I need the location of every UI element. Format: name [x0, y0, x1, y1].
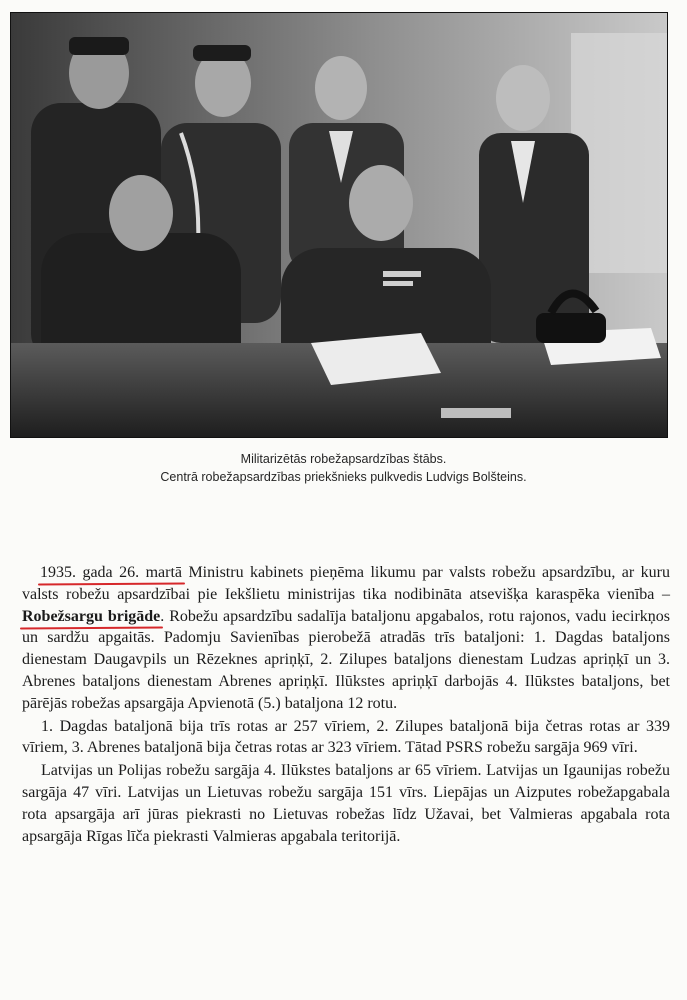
brigade-highlight: Robežsargu brigāde	[22, 607, 161, 625]
date-highlight: 1935. gada 26. martā	[40, 564, 182, 581]
caption-line-2: Centrā robežapsardzības priekšnieks pulkvedis Ludvigs Bolšteins.	[160, 470, 527, 484]
paragraph-3: Latvijas un Polijas robežu sargāja 4. Ilūkstes bataljons ar 65 vīriem. Latvijas un Igaunijas robežu sargāja 47 vīri. Latvijas un Lietuvas robežu sargāja 151 vīrs. Liepājas un Aizputes robežapgabala rota apsargāja arī jūras piekrasti no Lietuvas robežas līdz Užavai, bet Valmieras apgabala rota apsargāja Rīgas līča piekrasti Valmieras apgabala teritorijā.	[22, 762, 670, 845]
paragraph-1-part-1: Ministru kabinets pieņēma likumu par valsts robežu apsardzību, ar kuru valsts robežu apsardzībai pie Iekšlietu ministrijas tika nodibināta atsevišķa karaspēka vienība –	[22, 564, 671, 603]
body-text	[22, 562, 670, 848]
paragraph-1	[22, 562, 670, 715]
historical-photo	[10, 12, 668, 438]
photo-caption	[0, 450, 687, 486]
paragraph-1-part-2: . Robežu apsardzību sadalīja bataljonu apgabalos, rotu rajonos, vadu iecirkņos un sardžu apgaitās. Padomju Savienības pierobežā atradās trīs bataljoni: 1. Dagdas bataljons dienestam Daugavpils un Rēzeknes apriņķī, 2. Zilupes bataljons dienestam Ludzas apriņķī un 3. Abrenes bataljons dienestam Abrenes apriņķī. Ilūkstes apriņķī darbojās 4. Ilūkstes bataljons, bet pārējās robežas apsargāja Apvienotā (5.) bataljona 12 rotu.	[22, 607, 671, 712]
paragraph-2: 1. Dagdas bataljonā bija trīs rotas ar 257 vīriem, 2. Zilupes bataljonā bija četras rotas ar 339 vīriem, 3. Abrenes bataljonā bija četras rotas ar 323 vīriem. Tātad PSRS robežu sargāja 969 vīri.	[22, 717, 670, 757]
caption-line-1: Militarizētās robežapsardzības štābs.	[240, 452, 447, 466]
